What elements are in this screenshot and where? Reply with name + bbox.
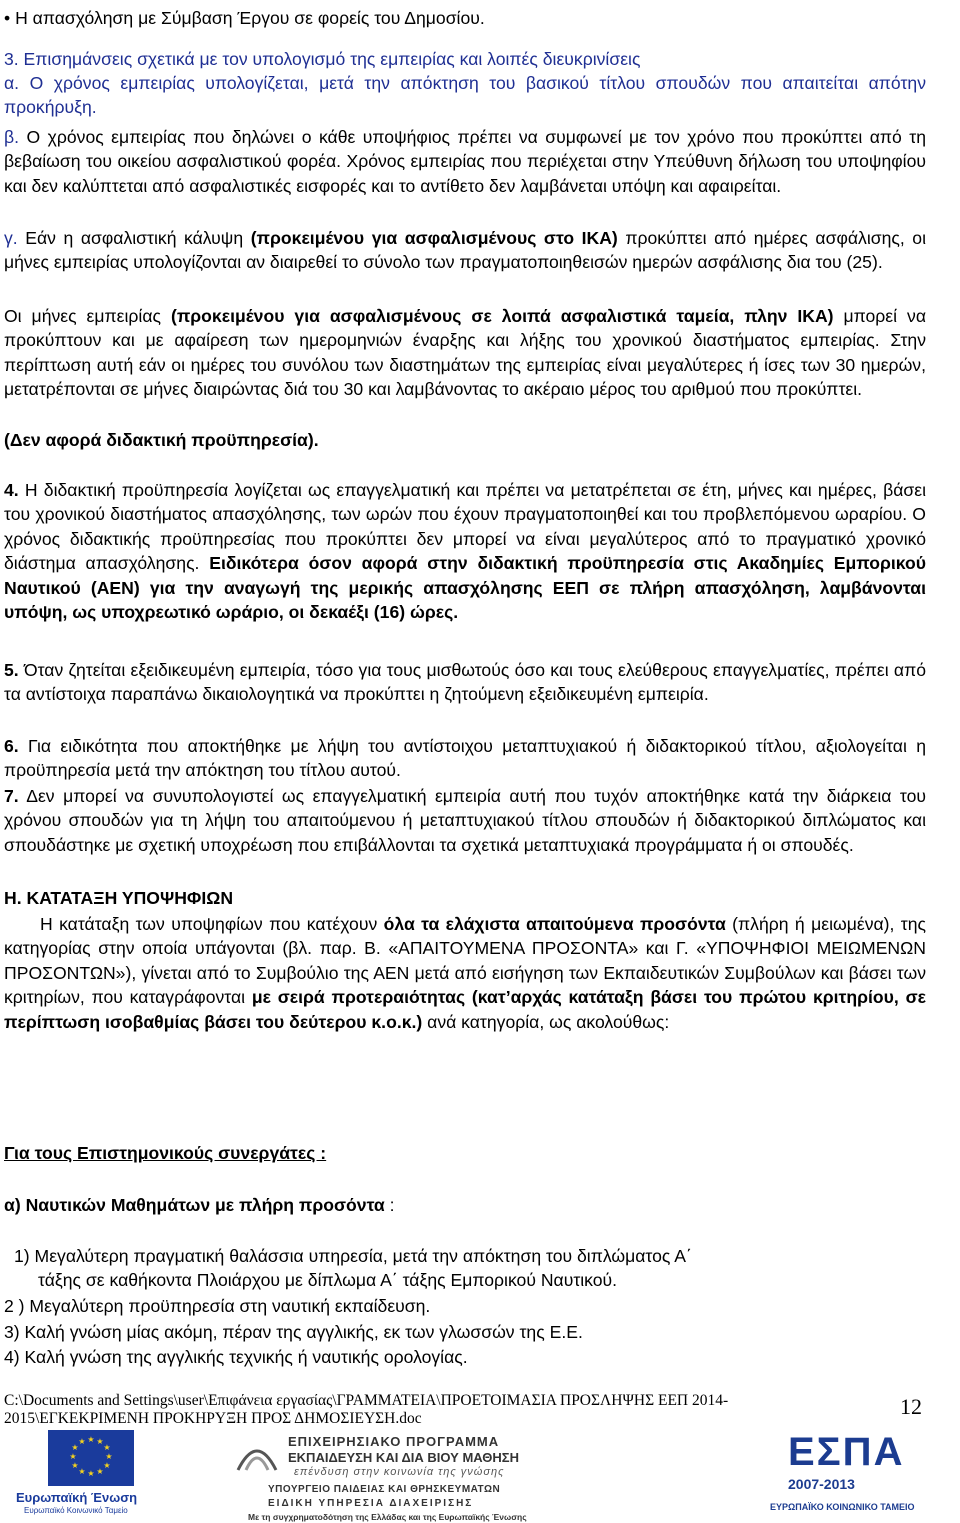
section3-heading: 3. Επισημάνσεις σχετικά με τον υπολογισμό της εμπειρίας και λοιπές διευκρινίσεις [4, 49, 641, 69]
svg-text:★: ★ [96, 1467, 104, 1476]
svg-text:★: ★ [96, 1437, 104, 1446]
eu-flag-icon [48, 1430, 134, 1486]
category-heading: α) Ναυτικών Μαθημάτων με πλήρη προσόντα : [4, 1195, 395, 1215]
section3-b-paragraph: β. Ο χρόνος εμπειρίας που δηλώνει ο κάθε υποψήφιος πρέπει να συμφωνεί με τον χρόνο που προκύπτει από τη βεβαίωση του οικείου ασφαλιστικού φορέα. Χρόνος εμπειρίας που περιέχεται στην Υπεύθυνη δήλωση του υποψηφίου και δεν καλύπτεται από ασφαλιστικές εισφορές και το αντίθετο δεν λαμβάνεται υπόψη και αφαιρείται. [4, 127, 926, 196]
sectionH-paragraph: Η κατάταξη των υποψηφίων που κατέχουν όλα τα ελάχιστα απαιτούμενα προσόντα (πλήρη ή μειωμένα), της κατηγορίας στην οποία υπάγονται (βλ. παρ. Β. «ΑΠΑΙΤΟΥΜΕΝΑ ΠΡΟΣΟΝΤΑ» και Γ. «ΥΠΟΨΗΦΙΟΙ ΜΕΙΩΜΕΝΩΝ ΠΡΟΣΟΝΤΩΝ»), γίνεται από το Συμβούλιο της ΑΕΝ μετά από εισήγηση των Εκπαιδευτικών Συμβούλων και βάσει των κριτηρίων, που καταγράφονται με σειρά προτεραιότητας (κατ’αρχάς κατάταξη βάσει του πρώτου κριτηρίου, σε περίπτωση ισοβαθμίας βάσει του δεύτερου κ.ο.κ.) ανά κατηγορία, ως ακολούθως: [4, 914, 926, 1032]
svg-text:★: ★ [103, 1461, 111, 1470]
svg-text:★: ★ [78, 1437, 86, 1446]
svg-text:★: ★ [71, 1461, 79, 1470]
bullet-paragraph [4, 6, 926, 30]
eu-logo [10, 1430, 155, 1520]
bullet-mark: • [4, 8, 11, 28]
months-paragraph: Οι μήνες εμπειρίας (προκειμένου για ασφαλισμένους σε λοιπά ασφαλιστικά ταμεία, πλην ΙΚΑ) μπορεί να προκύπτουν και με αφαίρεση των ημερομηνιών έναρξης και λήξης του χρονικού διαστήματος εμπειρίας. Στην περίπτωση αυτή εάν οι ημέρες του συνόλου των διαστημάτων της εμπειρίας είναι μεγαλύτερες ή ίσες των 30 ημερών, μετατρέπονται σε μήνες διαιρώντας διά του 30 και λαμβάνοντας το ακέραιο μέρος του αριθμού που προκύπτει. [4, 306, 926, 400]
item4-paragraph: 4. Η διδακτική προϋπηρεσία λογίζεται ως επαγγελματική και πρέπει να μετατρέπεται σε έτη, μήνες και ημέρες, βάσει του χρονικού διαστήματος απασχόλησης, των ωρών που έχουν πραγματοποιηθεί και του προβλεπόμενου ωραρίου. Ο χρόνος διδακτικής προϋπηρεσίας που προκύπτει δεν μπορεί να είναι μεγαλύτερος από το πραγματικό χρονικό διάστημα απασχόλησης. Ειδικότερα όσον αφορά στην διδακτική προϋπηρεσία στις Ακαδημίες Εμπορικού Ναυτικού (ΑΕΝ) για την αναγωγή της μερικής απασχόλησης ΕΕΠ σε πλήρη απασχόληση, λαμβάνονται υπόψη, ως υποχρεωτικό ωράριο, οι δεκαέξι (16) ώρες. [4, 480, 927, 623]
svg-text:★: ★ [71, 1443, 79, 1452]
item5-num: 5. [4, 660, 19, 680]
svg-text:★: ★ [78, 1467, 86, 1476]
page-number: 12 [900, 1394, 922, 1419]
epeaek-logo: ΕΠΙΧΕΙΡΗΣΙΑΚΟ ΠΡΟΓΡΑΜΜΑ ΕΚΠΑΙΔΕΥΣΗ ΚΑΙ ΔΙΑ ΒΙΟΥ ΜΑΘΗΣΗ επένδυση στην κοινωνία της γνώσης ΥΠΟΥΡΓΕΙΟ ΠΑΙΔΕΙΑΣ ΚΑΙ ΘΡΗΣΚΕΥΜΑΤΩΝ ΕΙΔΙΚΗ ΥΠΗΡΕΣΙΑ ΔΙΑΧΕΙΡΙΣΗΣ Με τη συγχρηματοδότηση της Ελλάδας και της Ευρωπαϊκής Ένωσης [228, 1428, 608, 1523]
criteria-list-item-3: 3) Καλή γνώση μίας ακόμη, πέραν της αγγλικής, εκ των γλωσσών της Ε.Ε. [4, 1322, 583, 1342]
sub-heading: Για τους Επιστημονικούς συνεργάτες : [4, 1143, 327, 1163]
footer-file-path: C:\Documents and Settings\user\Επιφάνεια εργασίας\ΓΡΑΜΜΑΤΕΙΑ\ΠΡΟΕΤΟΙΜΑΣΙΑ ΠΡΟΣΛΗΨΗΣ ΕΕΠ 2014- 2015\ΕΓΚΕΚΡΙΜΕΝΗ ΠΡΟΚΗΡΥΞΗ ΠΡΟΣ ΔΗΜΟΣΙΕΥΣΗ.doc [4, 1392, 729, 1427]
item4-num: 4. [4, 480, 19, 500]
svg-text:★: ★ [87, 1435, 95, 1444]
svg-text:★: ★ [103, 1443, 111, 1452]
sectionH-heading: Η. ΚΑΤΑΤΑΞΗ ΥΠΟΨΗΦΙΩΝ [4, 888, 234, 908]
section3-g-paragraph: γ. Εάν η ασφαλιστική κάλυψη (προκειμένου για ασφαλισμένους στο ΙΚΑ) προκύπτει από ημέρες ασφάλισης, οι μήνες εμπειρίας υπολογίζονται αν διαιρεθεί το σύνολο των πραγματοποιηθεισών ημερών ασφάλισης δια του (25). [4, 228, 927, 273]
eu-name: Ευρωπαϊκή Ένωση [16, 1490, 138, 1505]
criteria-list-item-1: 1) Μεγαλύτερη πραγματική θαλάσσια υπηρεσία, μετά την απόκτηση του διπλώματος Α΄ [14, 1246, 692, 1266]
criteria-list-item-2: 2 ) Μεγαλύτερη προϋπηρεσία στη ναυτική εκπαίδευση. [4, 1296, 431, 1316]
item6-num: 6. [4, 736, 19, 756]
svg-text:★: ★ [69, 1452, 77, 1461]
g-label: γ. [4, 228, 18, 248]
criteria-list-item-4: 4) Καλή γνώση της αγγλικής τεχνικής ή ναυτικής ορολογίας. [4, 1347, 468, 1367]
bullet-text: Η απασχόληση με Σύμβαση Έργου σε φορείς του Δημοσίου. [15, 8, 485, 28]
eu-stars-icon [48, 1430, 134, 1486]
espa-logo: ΕΣΠΑ 2007-2013 ΕΥΡΩΠΑΪΚΟ ΚΟΙΝΩΝΙΚΟ ΤΑΜΕΙΟ [770, 1430, 915, 1512]
criteria-list-item-1-cont: τάξης σε καθήκοντα Πλοιάρχου με δίπλωμα Α΄ τάξης Εμπορικού Ναυτικού. [38, 1270, 618, 1290]
svg-text:★: ★ [87, 1469, 95, 1478]
b-label: β. [4, 127, 20, 147]
note-didactic: (Δεν αφορά διδακτική προϋπηρεσία). [4, 430, 319, 450]
item6-paragraph: 6. Για ειδικότητα που αποκτήθηκε με λήψη του αντίστοιχου μεταπτυχιακού ή διδακτορικού τίτλου, αξιολογείται η προϋπηρεσία μετά την απόκτηση του τίτλου αυτού. [4, 736, 926, 781]
svg-text:★: ★ [105, 1452, 113, 1461]
eu-subtitle: Ευρωπαϊκό Κοινωνικό Ταμείο [24, 1506, 128, 1515]
item7-paragraph: 7. Δεν μπορεί να συνυπολογιστεί ως επαγγελματική εμπειρία αυτή που τυχόν αποκτήθηκε κατά την διάρκεια του χρόνου σπουδών για τη λήψη του απαιτούμενου ή μεταπτυχιακού τίτλου σπουδών ή διδακτορικού διπλώματος και σπουδάστηκε με σχετική υποχρέωση που επιβάλλονται τα σχετικά μεταπτυχιακά προγράμματα ή οι σπουδές. [4, 786, 926, 855]
footer-logos [0, 1428, 960, 1523]
section3-a-paragraph: α. Ο χρόνος εμπειρίας υπολογίζεται, μετά την απόκτηση του βασικού τίτλου σπουδών που απαιτείται απότην προκήρυξη. [4, 73, 926, 118]
epeaek-emblem-icon [232, 1430, 282, 1480]
item7-num: 7. [4, 786, 19, 806]
item5-paragraph: 5. Όταν ζητείται εξειδικευμένη εμπειρία, τόσο για τους μισθωτούς όσο και τους ελεύθερους επαγγελματίες, πρέπει από τα αντίστοιχα παραπάνω δικαιολογητικά να προκύπτει η ζητούμενη εξειδικευμένη εμπειρία. [4, 660, 926, 705]
